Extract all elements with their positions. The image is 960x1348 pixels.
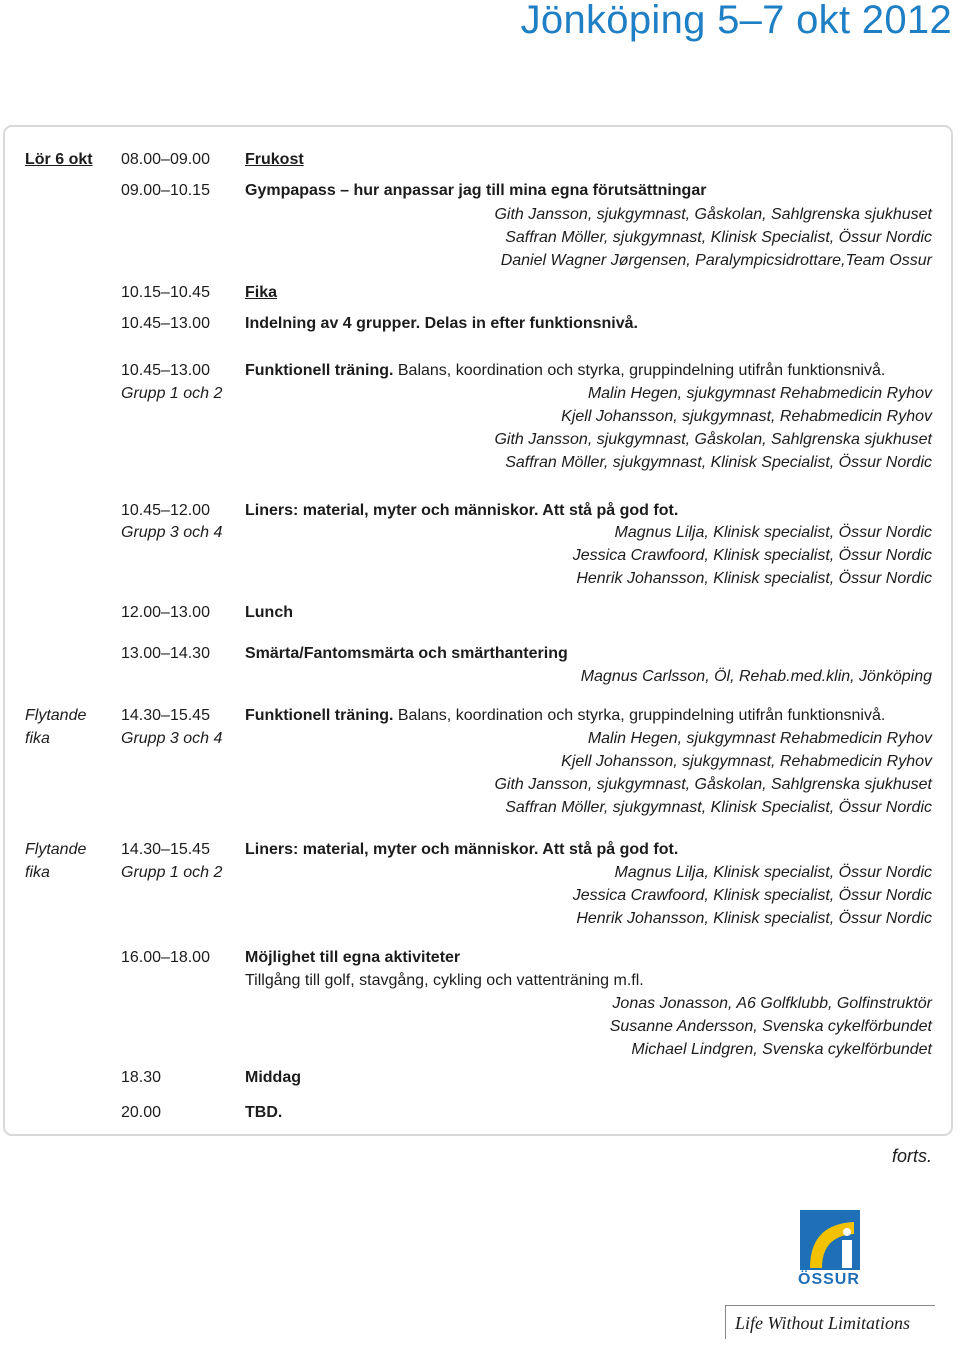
session-title: Gympapass – hur anpassar jag till mina egna förutsättningar (245, 182, 707, 199)
group-label: Grupp 3 och 4 (121, 524, 223, 541)
session-title: Middag (245, 1069, 301, 1086)
session-title: Liners: material, myter och människor. Att stå på god fot. (245, 502, 679, 519)
speaker: Saffran Möller, sjukgymnast, Klinisk Specialist, Össur Nordic (505, 454, 932, 471)
speaker: Kjell Johansson, sjukgymnast, Rehabmedicin Ryhov (561, 408, 932, 425)
tagline: Life Without Limitations (735, 1313, 911, 1333)
side-label: Flytande (25, 841, 87, 858)
speaker: Gith Jansson, sjukgymnast, Gåskolan, Sahlgrenska sjukhuset (494, 431, 932, 448)
time: 13.00–14.30 (121, 645, 210, 662)
speaker: Susanne Andersson, Svenska cykelförbundet (609, 1018, 932, 1035)
time: 10.45–13.00 (121, 315, 210, 332)
session-title: Liners: material, myter och människor. Att stå på god fot. (245, 841, 679, 858)
time: 09.00–10.15 (121, 182, 210, 199)
side-label: fika (25, 730, 50, 747)
session-title (245, 361, 885, 381)
speaker: Jonas Jonasson, A6 Golfklubb, Golfinstruktör (612, 995, 932, 1012)
speaker: Saffran Möller, sjukgymnast, Klinisk Specialist, Össur Nordic (505, 229, 932, 246)
session-title: Fika (245, 284, 278, 301)
speaker: Jessica Crawfoord, Klinisk specialist, Össur Nordic (572, 547, 932, 564)
speaker: Magnus Carlsson, Öl, Rehab.med.klin, Jönköping (580, 668, 932, 685)
speaker: Malin Hegen, sjukgymnast Rehabmedicin Ryhov (587, 730, 932, 747)
day-label: Lör 6 okt (25, 151, 93, 168)
time: 08.00–09.00 (121, 151, 210, 168)
time: 14.30–15.45 (121, 707, 210, 724)
session-title: Möjlighet till egna aktiviteter (245, 949, 461, 966)
session-title-bold: Funktionell träning. (245, 707, 394, 724)
speaker: Kjell Johansson, sjukgymnast, Rehabmedicin Ryhov (561, 753, 932, 770)
time: 10.15–10.45 (121, 284, 210, 301)
session-subtitle: Tillgång till golf, stavgång, cykling och vattenträning m.fl. (245, 972, 644, 989)
session-title-rest: Balans, koordination och styrka, gruppindelning utifrån funktionsnivå. (393, 707, 886, 724)
session-title: TBD. (245, 1104, 283, 1121)
page-title: Jönköping 5–7 okt 2012 (520, 0, 952, 42)
time: 12.00–13.00 (121, 604, 210, 621)
time: 10.45–12.00 (121, 502, 210, 519)
side-label: fika (25, 864, 50, 881)
time: 16.00–18.00 (121, 949, 210, 966)
time: 10.45–13.00 (121, 362, 210, 379)
speaker: Michael Lindgren, Svenska cykelförbundet (631, 1041, 932, 1058)
logo-dot (843, 1228, 851, 1236)
speaker: Henrik Johansson, Klinisk specialist, Össur Nordic (576, 570, 932, 587)
time: 18.30 (121, 1069, 162, 1086)
speaker: Malin Hegen, sjukgymnast Rehabmedicin Ryhov (587, 385, 932, 402)
time: 20.00 (121, 1104, 162, 1121)
continued-label: forts. (891, 1146, 932, 1166)
speaker: Daniel Wagner Jørgensen, Paralympicsidrottare,Team Ossur (500, 252, 932, 269)
group-label: Grupp 1 och 2 (121, 385, 223, 402)
logo-bar (842, 1240, 852, 1268)
speaker: Saffran Möller, sjukgymnast, Klinisk Specialist, Össur Nordic (505, 799, 932, 816)
speaker: Magnus Lilja, Klinisk specialist, Össur Nordic (614, 864, 932, 881)
speaker: Henrik Johansson, Klinisk specialist, Össur Nordic (576, 910, 932, 927)
session-title-rest: Balans, koordination och styrka, gruppindelning utifrån funktionsnivå. (393, 362, 886, 379)
session-title: Frukost (245, 151, 304, 168)
session-title: Lunch (245, 604, 293, 621)
speaker: Jessica Crawfoord, Klinisk specialist, Össur Nordic (572, 887, 932, 904)
group-label: Grupp 1 och 2 (121, 864, 223, 881)
session-title-bold: Funktionell träning. (245, 362, 394, 379)
speaker: Magnus Lilja, Klinisk specialist, Össur Nordic (614, 524, 932, 541)
session-title (245, 706, 885, 726)
speaker: Gith Jansson, sjukgymnast, Gåskolan, Sahlgrenska sjukhuset (494, 776, 932, 793)
side-label: Flytande (25, 707, 87, 724)
speaker: Gith Jansson, sjukgymnast, Gåskolan, Sahlgrenska sjukhuset (494, 206, 932, 223)
session-title: Indelning av 4 grupper. Delas in efter funktionsnivå. (245, 315, 638, 332)
brand-wordmark: ÖSSUR (798, 1271, 860, 1288)
time: 14.30–15.45 (121, 841, 210, 858)
group-label: Grupp 3 och 4 (121, 730, 223, 747)
session-title: Smärta/Fantomsmärta och smärthantering (245, 645, 568, 662)
